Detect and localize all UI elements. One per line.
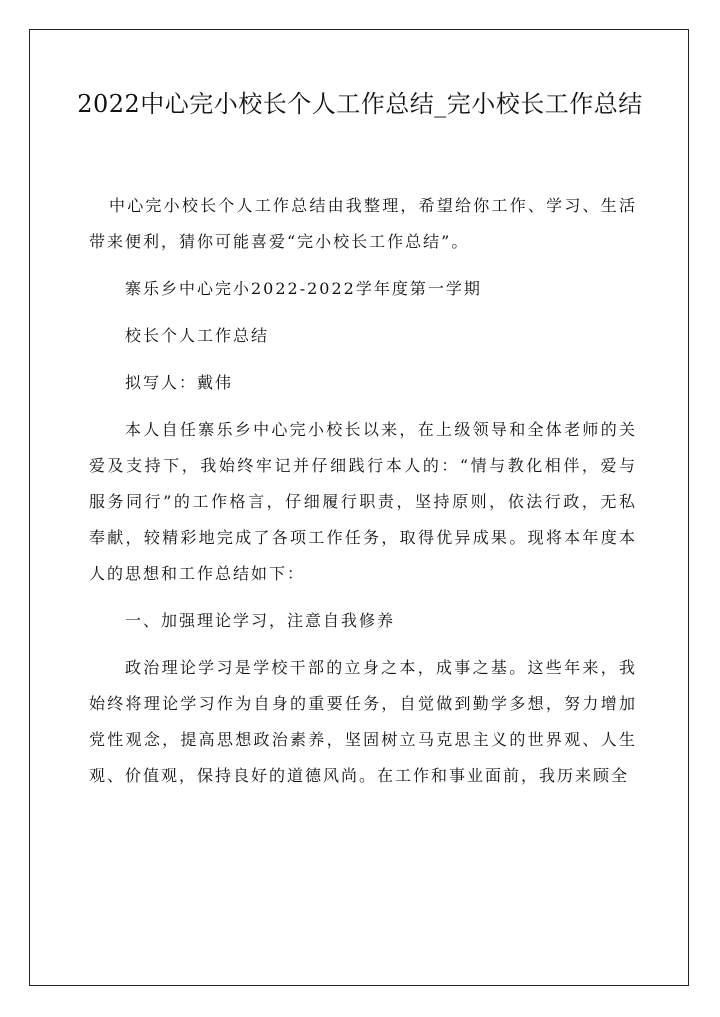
section-heading: 一、加强理论学习，注意自我修养 — [125, 611, 396, 630]
body-paragraph: 政治理论学习是学校干部的立身之本，成事之基。这些年来，我始终将理论学习作为自身的重要任务，自觉做到勤学多想，努力增加党性观念，提高思想政治素养，坚固树立马克思主义的世界观、人生观、价值观，保持良好的道德风尚。在工作和事业面前，我历来顾全 — [89, 658, 637, 785]
intro-paragraph: 中心完小校长个人工作总结由我整理，希望给你工作、学习、生活带来便利，猜你可能喜爱“完小校长工作总结”。 — [89, 196, 637, 251]
author-line: 拟写人：戴伟 — [125, 373, 234, 392]
document-title: 2022中心完小校长个人工作总结_完小校长工作总结 — [77, 90, 643, 118]
document-body — [89, 188, 637, 805]
school-term-line: 寨乐乡中心完小2022-2022学年度第一学期 — [125, 279, 482, 298]
body-paragraph: 本人自任寨乐乡中心完小校长以来，在上级领导和全体老师的关爱及支持下，我始终牢记并仔细践行本人的：“情与教化相伴，爱与服务同行”的工作格言，仔细履行职责，坚持原则，依法行政，无私奉献，较精彩地完成了各项工作任务，取得优异成果。现将本年度本人的思想和工作总结如下： — [89, 420, 637, 583]
summary-subtitle: 校长个人工作总结 — [125, 326, 270, 345]
